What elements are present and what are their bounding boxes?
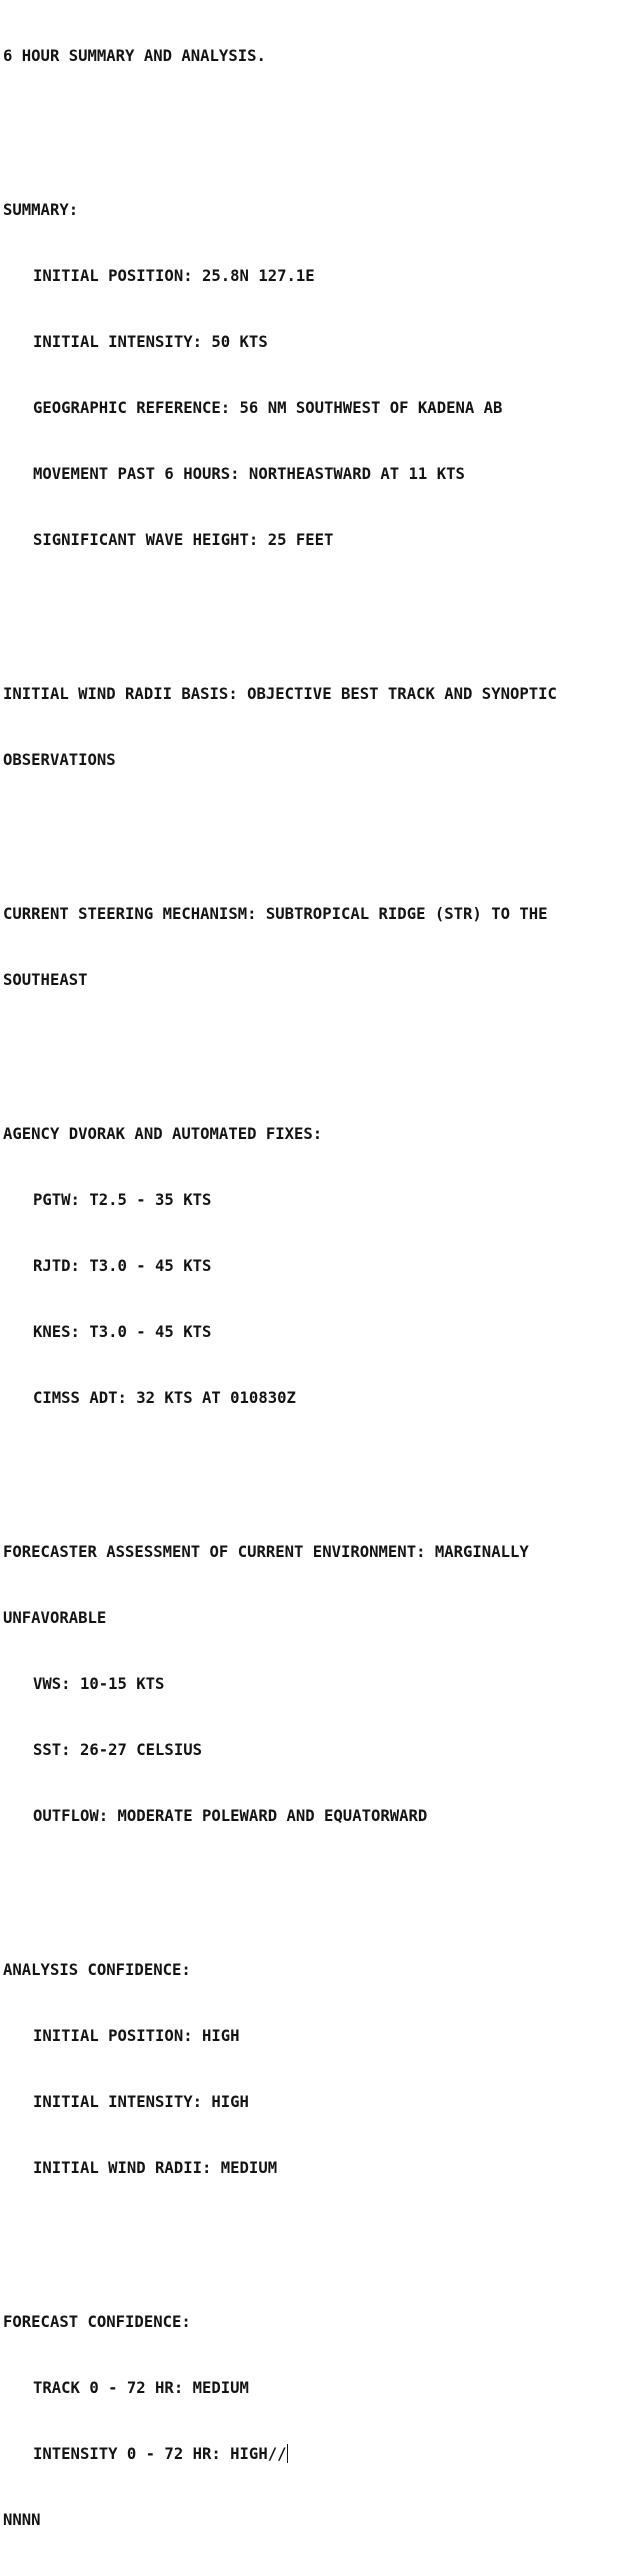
steering-mechanism-line2: SOUTHEAST bbox=[3, 971, 88, 989]
forecast-confidence-intensity: INTENSITY 0 - 72 HR: HIGH// bbox=[33, 2445, 287, 2463]
analysis-confidence-heading: ANALYSIS CONFIDENCE: bbox=[3, 1961, 191, 1979]
text-cursor bbox=[287, 2444, 288, 2463]
dvorak-fix-pgtw: PGTW: T2.5 - 35 KTS bbox=[33, 1191, 212, 1209]
dvorak-fix-rjtd: RJTD: T3.0 - 45 KTS bbox=[33, 1257, 212, 1275]
summary-initial-intensity: INITIAL INTENSITY: 50 KTS bbox=[33, 333, 268, 351]
summary-wave-height: SIGNIFICANT WAVE HEIGHT: 25 FEET bbox=[33, 531, 334, 549]
environment-assessment-line1: FORECASTER ASSESSMENT OF CURRENT ENVIRONMENT: MARGINALLY bbox=[3, 1543, 529, 1561]
forecast-confidence-intensity-row[interactable] bbox=[3, 2443, 619, 2465]
summary-initial-position: INITIAL POSITION: 25.8N 127.1E bbox=[33, 267, 315, 285]
blank-line bbox=[3, 2223, 619, 2245]
steering-mechanism-line1: CURRENT STEERING MECHANISM: SUBTROPICAL RIDGE (STR) TO THE bbox=[3, 905, 548, 923]
blank-line bbox=[3, 815, 619, 837]
wind-radii-basis-line2: OBSERVATIONS bbox=[3, 751, 116, 769]
environment-vws: VWS: 10-15 KTS bbox=[33, 1675, 165, 1693]
blank-line bbox=[3, 1035, 619, 1057]
wind-radii-basis-line1: INITIAL WIND RADII BASIS: OBJECTIVE BEST TRACK AND SYNOPTIC bbox=[3, 685, 557, 703]
bulletin-document bbox=[3, 1, 619, 2553]
blank-line bbox=[3, 1871, 619, 1893]
blank-line bbox=[3, 111, 619, 133]
summary-movement: MOVEMENT PAST 6 HOURS: NORTHEASTWARD AT 11 KTS bbox=[33, 465, 465, 483]
analysis-confidence-wind-radii: INITIAL WIND RADII: MEDIUM bbox=[33, 2159, 278, 2177]
blank-line bbox=[3, 595, 619, 617]
forecast-confidence-track: TRACK 0 - 72 HR: MEDIUM bbox=[33, 2379, 249, 2397]
dvorak-heading: AGENCY DVORAK AND AUTOMATED FIXES: bbox=[3, 1125, 323, 1143]
analysis-confidence-position: INITIAL POSITION: HIGH bbox=[33, 2027, 240, 2045]
bulletin-footer: NNNN bbox=[3, 2511, 41, 2529]
dvorak-fix-cimss: CIMSS ADT: 32 KTS AT 010830Z bbox=[33, 1389, 296, 1407]
summary-geographic-reference: GEOGRAPHIC REFERENCE: 56 NM SOUTHWEST OF KADENA AB bbox=[33, 399, 503, 417]
environment-outflow: OUTFLOW: MODERATE POLEWARD AND EQUATORWARD bbox=[33, 1807, 428, 1825]
analysis-confidence-intensity: INITIAL INTENSITY: HIGH bbox=[33, 2093, 249, 2111]
blank-line bbox=[3, 1453, 619, 1475]
dvorak-fix-knes: KNES: T3.0 - 45 KTS bbox=[33, 1323, 212, 1341]
bulletin-header: 6 HOUR SUMMARY AND ANALYSIS. bbox=[3, 47, 266, 65]
environment-assessment-line2: UNFAVORABLE bbox=[3, 1609, 107, 1627]
summary-heading: SUMMARY: bbox=[3, 201, 79, 219]
forecast-confidence-heading: FORECAST CONFIDENCE: bbox=[3, 2313, 191, 2331]
environment-sst: SST: 26-27 CELSIUS bbox=[33, 1741, 202, 1759]
